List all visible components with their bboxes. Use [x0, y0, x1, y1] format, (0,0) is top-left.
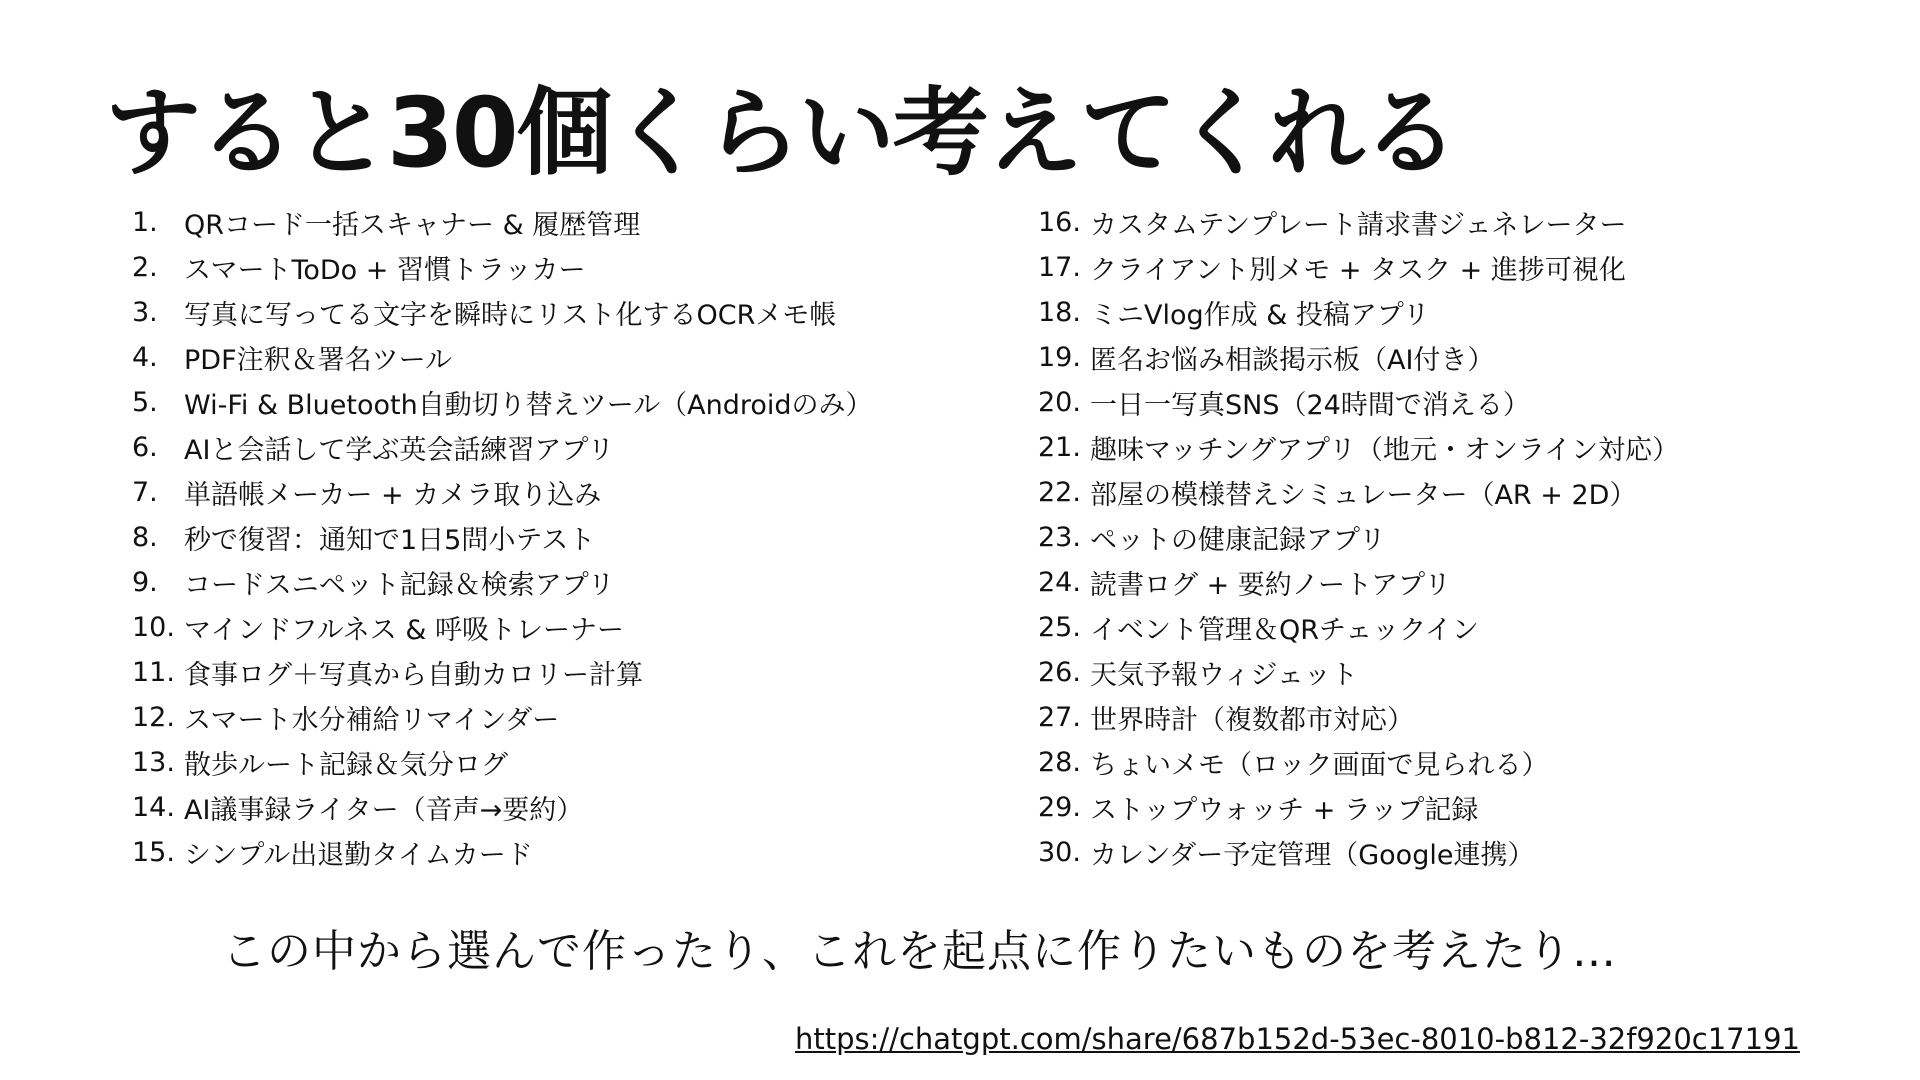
list-item	[1038, 560, 1898, 605]
item-number: 19.	[1038, 342, 1081, 373]
item-number: 6.	[132, 432, 158, 463]
item-text: 写真に写ってる文字を瞬時にリスト化するOCRメモ帳	[184, 300, 837, 331]
list-item	[132, 560, 1012, 605]
item-number: 29.	[1038, 792, 1081, 823]
item-number: 16.	[1038, 207, 1081, 238]
list-item	[132, 785, 1012, 830]
item-text: ミニVlog作成 & 投稿アプリ	[1090, 300, 1430, 331]
item-number: 30.	[1038, 837, 1081, 868]
list-item	[1038, 830, 1898, 875]
list-item	[132, 650, 1012, 695]
item-text: 匿名お悩み相談掲示板（AI付き）	[1090, 345, 1495, 376]
item-number: 27.	[1038, 702, 1081, 733]
item-text: クライアント別メモ + タスク + 進捗可視化	[1090, 255, 1626, 286]
item-number: 25.	[1038, 612, 1081, 643]
item-text: AI議事録ライター（音声→要約）	[184, 795, 584, 826]
item-text: ちょいメモ（ロック画面で見られる）	[1090, 750, 1549, 781]
item-text: ストップウォッチ + ラップ記録	[1090, 795, 1479, 826]
item-text: カスタムテンプレート請求書ジェネレーター	[1090, 210, 1627, 241]
slide-title: すると30個くらい考えてくれる	[105, 77, 1457, 189]
share-link[interactable]: https://chatgpt.com/share/687b152d-53ec-8010-b812-32f920c17191	[795, 1022, 1800, 1056]
item-number: 8.	[132, 522, 158, 553]
item-number: 10.	[132, 612, 175, 643]
item-number: 17.	[1038, 252, 1081, 283]
item-number: 9.	[132, 567, 158, 598]
idea-list-right	[1038, 200, 1898, 875]
list-item	[132, 515, 1012, 560]
list-item	[1038, 650, 1898, 695]
item-text: シンプル出退勤タイムカード	[184, 840, 533, 871]
item-text: AIと会話して学ぶ英会話練習アプリ	[184, 435, 615, 466]
item-number: 12.	[132, 702, 175, 733]
list-item	[132, 470, 1012, 515]
item-number: 18.	[1038, 297, 1081, 328]
item-text: 世界時計（複数都市対応）	[1090, 705, 1414, 736]
list-item	[132, 380, 1012, 425]
list-item	[132, 335, 1012, 380]
list-item	[132, 200, 1012, 245]
footer-caption: この中から選んで作ったり、これを起点に作りたいものを考えたり…	[222, 926, 1617, 977]
item-number: 2.	[132, 252, 158, 283]
item-text: 食事ログ＋写真から自動カロリー計算	[184, 660, 643, 691]
item-number: 1.	[132, 207, 158, 238]
list-item	[132, 290, 1012, 335]
item-text: マインドフルネス & 呼吸トレーナー	[184, 615, 624, 646]
list-item	[1038, 290, 1898, 335]
item-number: 21.	[1038, 432, 1081, 463]
item-text: 秒で復習：通知で1日5問小テスト	[184, 525, 596, 556]
item-number: 22.	[1038, 477, 1081, 508]
item-number: 5.	[132, 387, 158, 418]
list-item	[132, 425, 1012, 470]
list-item	[1038, 515, 1898, 560]
item-text: スマートToDo + 習慣トラッカー	[184, 255, 586, 286]
list-item	[1038, 470, 1898, 515]
list-item	[132, 830, 1012, 875]
item-number: 15.	[132, 837, 175, 868]
item-text: 天気予報ウィジェット	[1090, 660, 1358, 691]
list-item	[1038, 785, 1898, 830]
item-number: 24.	[1038, 567, 1081, 598]
item-number: 4.	[132, 342, 158, 373]
item-number: 26.	[1038, 657, 1081, 688]
list-item	[1038, 740, 1898, 785]
list-item	[1038, 380, 1898, 425]
list-item	[132, 605, 1012, 650]
item-text: イベント管理＆QRチェックイン	[1090, 615, 1479, 646]
list-item	[132, 740, 1012, 785]
list-item	[1038, 335, 1898, 380]
item-number: 14.	[132, 792, 175, 823]
item-text: カレンダー予定管理（Google連携）	[1090, 840, 1535, 871]
item-text: PDF注釈＆署名ツール	[184, 345, 453, 376]
list-item	[1038, 605, 1898, 650]
item-text: 一日一写真SNS（24時間で消える）	[1090, 390, 1530, 421]
item-text: 単語帳メーカー + カメラ取り込み	[184, 480, 602, 511]
list-item	[1038, 425, 1898, 470]
item-number: 28.	[1038, 747, 1081, 778]
item-number: 3.	[132, 297, 158, 328]
list-item	[1038, 695, 1898, 740]
item-text: 散歩ルート記録＆気分ログ	[184, 750, 508, 781]
item-number: 23.	[1038, 522, 1081, 553]
item-number: 11.	[132, 657, 175, 688]
item-text: コードスニペット記録＆検索アプリ	[184, 570, 615, 601]
list-item	[1038, 245, 1898, 290]
item-text: Wi-Fi & Bluetooth自動切り替えツール（Androidのみ）	[184, 390, 873, 421]
item-text: ペットの健康記録アプリ	[1090, 525, 1386, 556]
item-number: 20.	[1038, 387, 1081, 418]
list-item	[132, 695, 1012, 740]
item-text: 読書ログ + 要約ノートアプリ	[1090, 570, 1452, 601]
item-text: 趣味マッチングアプリ（地元・オンライン対応）	[1090, 435, 1680, 466]
list-item	[1038, 200, 1898, 245]
item-text: スマート水分補給リマインダー	[184, 705, 560, 736]
idea-list-left	[132, 200, 1012, 875]
item-number: 13.	[132, 747, 175, 778]
list-item	[132, 245, 1012, 290]
item-text: 部屋の模様替えシミュレーター（AR + 2D）	[1090, 480, 1637, 511]
item-text: QRコード一括スキャナー & 履歴管理	[184, 210, 641, 241]
item-number: 7.	[132, 477, 158, 508]
